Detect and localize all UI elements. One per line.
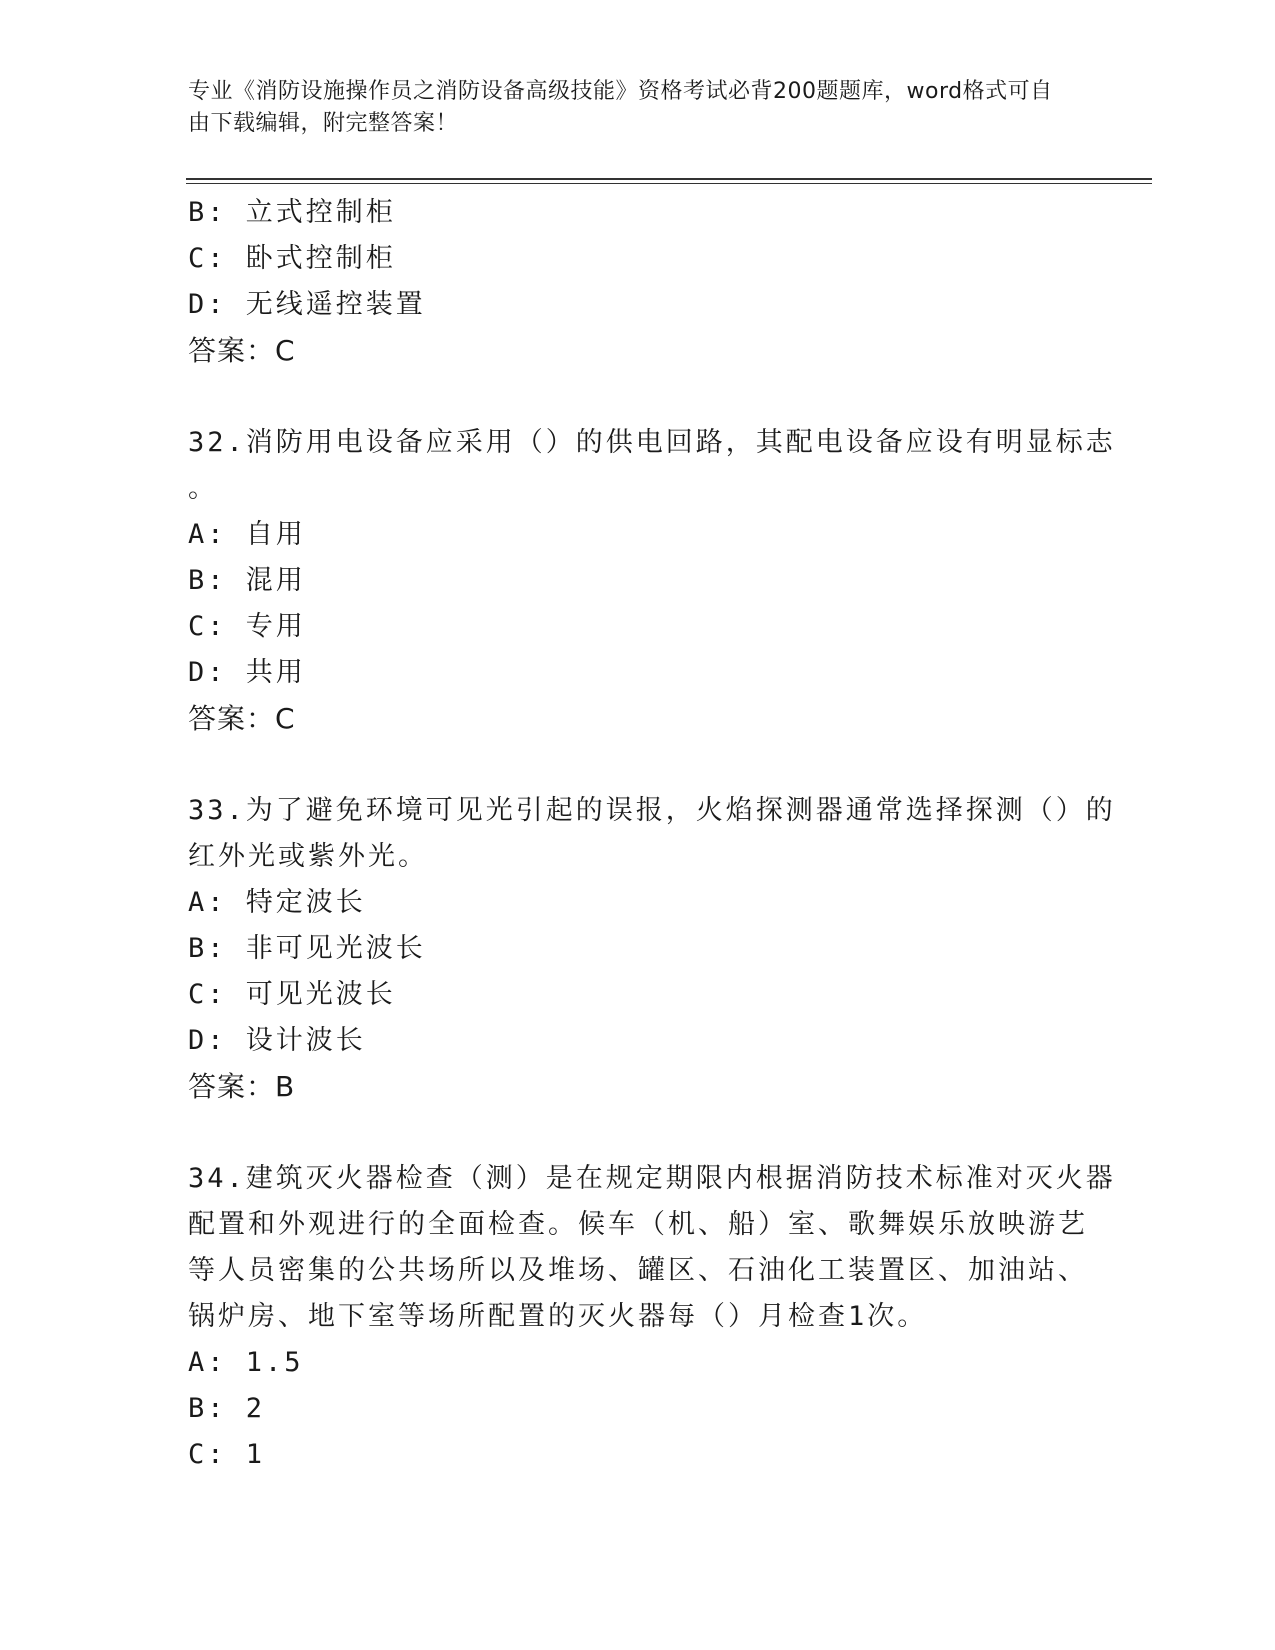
question-stem-continued: 等人员密集的公共场所以及堆场、罐区、石油化工装置区、加油站、 [188,1255,1088,1286]
question-stem: 34.建筑灭火器检查（测）是在规定期限内根据消防技术标准对灭火器 [188,1163,1116,1194]
option-d: D: 设计波长 [188,1025,366,1056]
option-a: A: 1.5 [188,1347,304,1378]
answer-line: 答案：C [188,702,296,735]
option-b: B: 立式控制柜 [188,197,396,228]
option-c: C: 专用 [188,611,306,642]
option-b: B: 非可见光波长 [188,933,426,964]
question-stem-continued: 红外光或紫外光。 [188,841,428,872]
question-34 [188,1156,1116,1478]
document-header: 专业《消防设施操作员之消防设备高级技能》资格考试必背200题题库，word格式可自由下载编辑，附完整答案！ [188,79,1053,136]
option-b: B: 混用 [188,565,306,596]
option-a: A: 特定波长 [188,887,366,918]
option-c: C: 1 [188,1439,266,1470]
question-32 [188,420,1116,742]
answer-line: 答案：B [188,1070,296,1103]
option-a: A: 自用 [188,519,306,550]
question-stem: 32.消防用电设备应采用（）的供电回路，其配电设备应设有明显标志 [188,427,1116,458]
answer-line: 答案：C [188,334,296,367]
option-b: B: 2 [188,1393,266,1424]
option-d: D: 无线遥控装置 [188,289,426,320]
question-31-tail [188,190,1088,374]
question-stem-continued: 锅炉房、地下室等场所配置的灭火器每（）月检查1次。 [188,1301,928,1332]
question-stem-continued: 。 [188,473,218,504]
header-rule-thin [186,183,1152,184]
option-c: C: 可见光波长 [188,979,396,1010]
question-33 [188,788,1116,1110]
question-stem: 33.为了避免环境可见光引起的误报，火焰探测器通常选择探测（）的 [188,795,1116,826]
option-c: C: 卧式控制柜 [188,243,396,274]
option-d: D: 共用 [188,657,306,688]
question-list [188,190,1116,1478]
header-rule-thick [186,178,1152,180]
question-stem-continued: 配置和外观进行的全面检查。候车（机、船）室、歌舞娱乐放映游艺 [188,1209,1088,1240]
